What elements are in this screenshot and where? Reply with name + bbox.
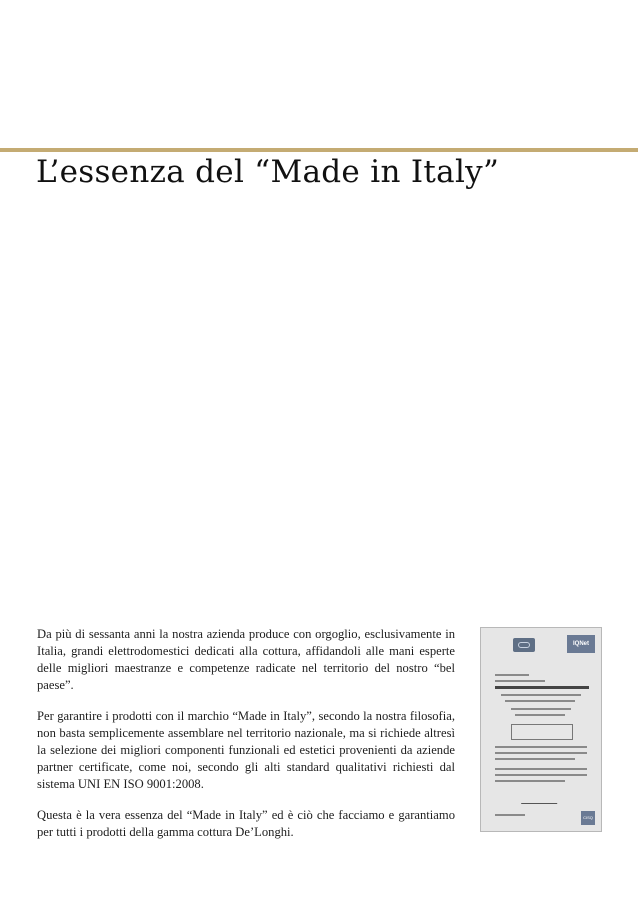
- cert-text-line: [495, 774, 587, 776]
- cert-text-line: [495, 758, 575, 760]
- cert-text-line: [511, 708, 571, 710]
- body-text: [37, 626, 455, 855]
- cert-text-line: [495, 674, 529, 676]
- cert-text-line: [505, 700, 575, 702]
- cert-text-line: [495, 752, 587, 754]
- ciso-logo: CISQ: [581, 811, 595, 825]
- cert-standard-box: [511, 724, 573, 740]
- cert-text-line: [495, 768, 587, 770]
- cert-text-line: [495, 746, 587, 748]
- iso-certificate-image: [480, 627, 602, 832]
- cert-text-line: [501, 694, 581, 696]
- cert-text-line: [495, 780, 565, 782]
- paragraph-1: Da più di sessanta anni la nostra azienda produce con orgoglio, esclusivamente in Italia, grandi elettrodomestici dedicati alla cottura, affidandoli alle mani esperte delle migliori maestranze e competenze radicate nel territorio del nostro “bel paese”.: [37, 627, 455, 692]
- iqnet-logo: IQNet: [567, 635, 595, 653]
- cert-text-line: [495, 680, 545, 682]
- page-title: L’essenza del “Made in Italy”: [36, 152, 505, 192]
- cert-text-line: [495, 686, 589, 689]
- paragraph-2: Per garantire i prodotti con il marchio “Made in Italy”, secondo la nostra filosofia, non basta semplicemente assemblare nel territorio nazionale, ma si richiede altresì la selezione dei migliori componenti funzionali ed estetici provenienti da aziende partner certificate, come noi, secondo gli alti standard qualitativi richiesti dal sistema UNI EN ISO 9001:2008.: [37, 709, 455, 791]
- cert-text-line: [515, 714, 565, 716]
- cert-text-line: [495, 814, 525, 816]
- signature-mark: [521, 793, 561, 804]
- cisq-logo-icon: [513, 638, 535, 652]
- paragraph-3: Questa è la vera essenza del “Made in Italy” ed è ciò che facciamo e garantiamo per tutti i prodotti della gamma cottura De’Longhi.: [37, 808, 455, 839]
